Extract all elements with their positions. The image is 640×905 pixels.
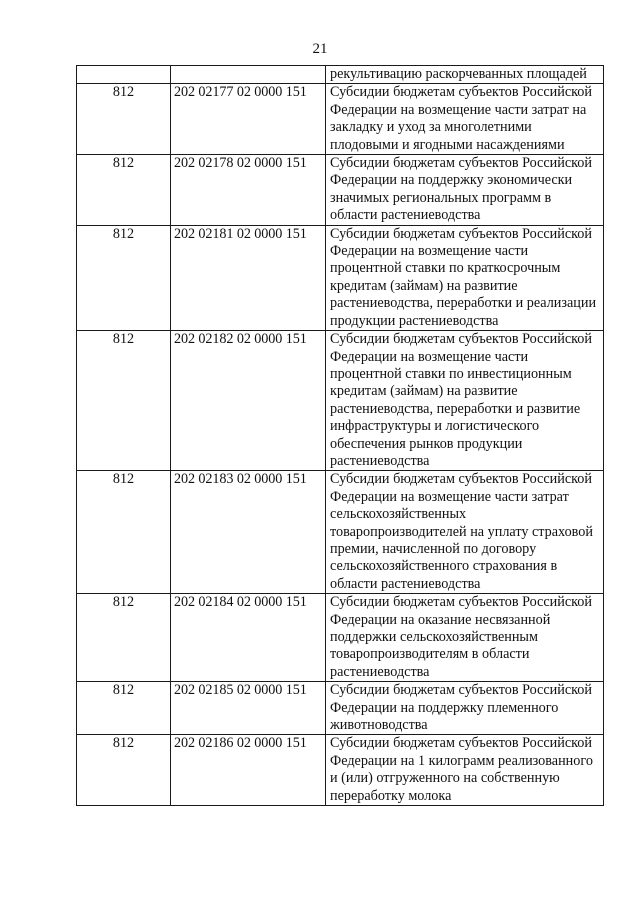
description-cell: Субсидии бюджетам субъектов Российской Федерации на оказание несвязанной поддержки сельскохозяйственным товаропроизводителям в области растениеводства: [326, 594, 604, 682]
description-cell: Субсидии бюджетам субъектов Российской Федерации на возмещение части затрат на закладку и уход за многолетними плодовыми и ягодными насаждениями: [326, 84, 604, 155]
admin-code-cell: 812: [77, 155, 171, 226]
description-cell: Субсидии бюджетам субъектов Российской Федерации на 1 килограмм реализованного и (или) отгруженного на собственную переработку молока: [326, 735, 604, 806]
budget-code-cell: [171, 66, 326, 84]
admin-code-cell: 812: [77, 225, 171, 330]
budget-code-cell: 202 02182 02 0000 151: [171, 331, 326, 471]
description-cell: Субсидии бюджетам субъектов Российской Федерации на поддержку экономически значимых региональных программ в области растениеводства: [326, 155, 604, 226]
budget-code-cell: 202 02185 02 0000 151: [171, 682, 326, 735]
budget-code-cell: 202 02177 02 0000 151: [171, 84, 326, 155]
admin-code-cell: 812: [77, 331, 171, 471]
table-row: [77, 66, 604, 84]
description-cell: Субсидии бюджетам субъектов Российской Федерации на возмещение части затрат сельскохозяйственных товаропроизводителей на уплату страховой премии, начисленной по договору сельскохозяйственного страхования в области растениеводства: [326, 471, 604, 594]
budget-code-cell: 202 02184 02 0000 151: [171, 594, 326, 682]
budget-code-cell: 202 02186 02 0000 151: [171, 735, 326, 806]
description-cell: Субсидии бюджетам субъектов Российской Федерации на возмещение части процентной ставки по краткосрочным кредитам (займам) на развитие растениеводства, переработки и реализации продукции растениеводства: [326, 225, 604, 330]
admin-code-cell: [77, 66, 171, 84]
table-row: [77, 155, 604, 226]
table-row: [77, 84, 604, 155]
table-row: [77, 682, 604, 735]
table-row: [77, 471, 604, 594]
admin-code-cell: 812: [77, 471, 171, 594]
budget-code-cell: 202 02181 02 0000 151: [171, 225, 326, 330]
description-cell: рекультивацию раскорчеванных площадей: [326, 66, 604, 84]
description-cell: Субсидии бюджетам субъектов Российской Федерации на возмещение части процентной ставки по инвестиционным кредитам (займам) на развитие растениеводства, переработки и развитие инфраструктуры и логистического обеспечения рынков продукции растениеводства: [326, 331, 604, 471]
admin-code-cell: 812: [77, 735, 171, 806]
table-row: [77, 735, 604, 806]
budget-code-cell: 202 02183 02 0000 151: [171, 471, 326, 594]
table-row: [77, 594, 604, 682]
table-row: [77, 331, 604, 471]
budget-code-cell: 202 02178 02 0000 151: [171, 155, 326, 226]
admin-code-cell: 812: [77, 594, 171, 682]
admin-code-cell: 812: [77, 682, 171, 735]
page-number: 21: [312, 41, 328, 57]
admin-code-cell: 812: [77, 84, 171, 155]
budget-codes-table: [76, 65, 604, 806]
table-row: [77, 225, 604, 330]
description-cell: Субсидии бюджетам субъектов Российской Федерации на поддержку племенного животноводства: [326, 682, 604, 735]
